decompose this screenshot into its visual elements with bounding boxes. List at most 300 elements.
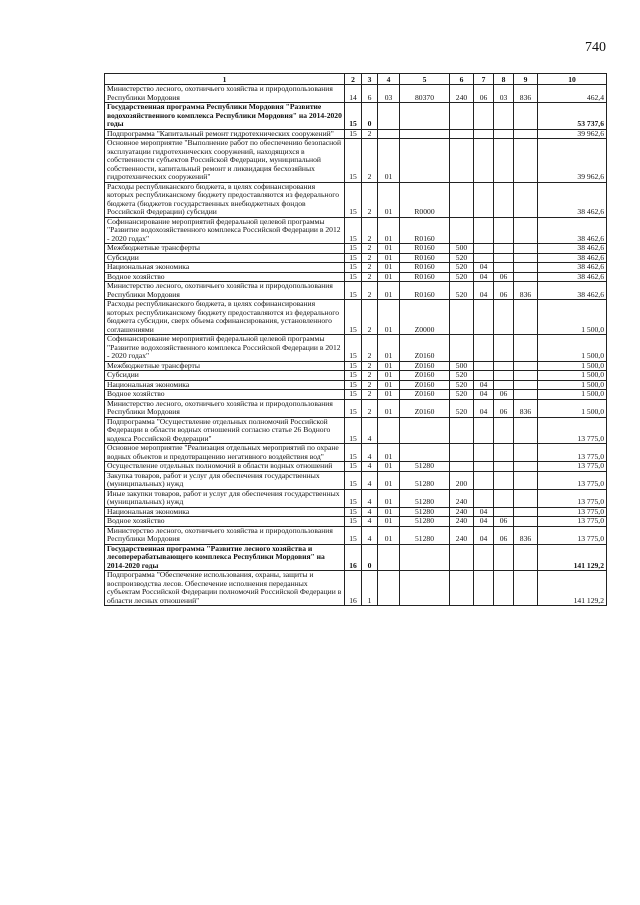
row-expense-type: 520 [450,380,474,390]
row-expense-type [450,544,474,571]
row-subprogram-code: 2 [362,399,378,417]
row-activity-code: 01 [378,244,400,254]
row-subprogram-code: 2 [362,371,378,381]
row-subprogram-code: 2 [362,272,378,282]
row-subprogram-code: 2 [362,139,378,183]
row-expense-type [450,139,474,183]
row-amount: 1 500,0 [538,399,607,417]
row-amount: 141 129,2 [538,571,607,606]
row-section [474,544,494,571]
row-ministry-code [514,444,538,462]
row-direction-code: R0000 [400,182,450,217]
row-direction-code: 51280 [400,471,450,489]
row-amount: 141 129,2 [538,544,607,571]
row-expense-type: 240 [450,526,474,544]
table-row [105,526,607,544]
row-subsection [494,361,514,371]
row-subsection [494,217,514,244]
table-row [105,471,607,489]
table-row [105,462,607,472]
row-program-code: 15 [345,253,362,263]
row-section: 04 [474,526,494,544]
table-row [105,371,607,381]
row-name: Водное хозяйство [105,390,345,400]
row-subsection [494,462,514,472]
row-subsection [494,335,514,362]
col-header-10: 10 [538,74,607,85]
row-amount: 38 462,6 [538,253,607,263]
row-section: 04 [474,399,494,417]
row-program-code: 15 [345,300,362,335]
row-activity-code: 01 [378,371,400,381]
table-row [105,253,607,263]
row-name: Национальная экономика [105,263,345,273]
row-section: 06 [474,85,494,103]
row-program-code: 15 [345,462,362,472]
row-subprogram-code: 4 [362,507,378,517]
row-ministry-code: 836 [514,526,538,544]
row-activity-code: 01 [378,507,400,517]
row-activity-code: 01 [378,489,400,507]
table-row [105,517,607,527]
row-amount: 462,4 [538,85,607,103]
row-subprogram-code: 2 [362,182,378,217]
row-section [474,253,494,263]
row-amount: 38 462,6 [538,272,607,282]
row-program-code: 15 [345,139,362,183]
col-header-6: 6 [450,74,474,85]
col-header-7: 7 [474,74,494,85]
table-row [105,103,607,130]
row-amount: 38 462,6 [538,182,607,217]
row-subprogram-code: 0 [362,544,378,571]
row-activity-code [378,103,400,130]
row-amount: 13 775,0 [538,471,607,489]
row-expense-type: 240 [450,507,474,517]
row-name: Государственная программа Республики Мордовия "Развитие водохозяйственного комплекса Республики Мордовия" на 2014-2020 годы [105,103,345,130]
row-direction-code: Z0160 [400,361,450,371]
table-row [105,361,607,371]
row-direction-code: R0160 [400,272,450,282]
row-program-code: 16 [345,571,362,606]
row-subsection: 06 [494,272,514,282]
page-number: 740 [585,40,606,55]
row-expense-type [450,462,474,472]
row-direction-code: 51280 [400,507,450,517]
row-name: Закупка товаров, работ и услуг для обеспечения государственных (муниципальных) нужд [105,471,345,489]
row-amount: 39 962,6 [538,139,607,183]
row-activity-code [378,417,400,444]
row-amount: 1 500,0 [538,335,607,362]
row-direction-code: Z0160 [400,390,450,400]
row-name: Расходы республиканского бюджета, в целях софинансирования которых республиканскому бюджету предоставляются из федерального бюджета (бюджетов государственных внебюджетных фондов Российской Федерации) субсидии [105,182,345,217]
row-program-code: 15 [345,517,362,527]
row-ministry-code: 836 [514,399,538,417]
row-direction-code: 51280 [400,526,450,544]
row-direction-code: R0160 [400,263,450,273]
row-subprogram-code: 4 [362,471,378,489]
row-activity-code: 01 [378,380,400,390]
table-row [105,417,607,444]
row-subprogram-code: 2 [362,390,378,400]
row-expense-type [450,335,474,362]
table-row [105,300,607,335]
row-program-code: 15 [345,526,362,544]
row-subsection [494,253,514,263]
row-direction-code: R0160 [400,253,450,263]
row-ministry-code [514,263,538,273]
row-name: Министерство лесного, охотничьего хозяйства и природопользования Республики Мордовия [105,526,345,544]
row-section [474,244,494,254]
row-expense-type: 240 [450,85,474,103]
row-ministry-code [514,244,538,254]
row-activity-code: 01 [378,526,400,544]
row-ministry-code [514,462,538,472]
row-amount: 1 500,0 [538,371,607,381]
row-activity-code: 01 [378,399,400,417]
row-expense-type: 500 [450,361,474,371]
row-program-code: 15 [345,507,362,517]
row-activity-code [378,571,400,606]
row-activity-code: 01 [378,462,400,472]
col-header-2: 2 [345,74,362,85]
row-name: Министерство лесного, охотничьего хозяйства и природопользования Республики Мордовия [105,282,345,300]
row-section [474,217,494,244]
row-program-code: 15 [345,489,362,507]
row-amount: 38 462,6 [538,244,607,254]
row-section [474,361,494,371]
row-subsection: 03 [494,85,514,103]
row-ministry-code [514,129,538,139]
row-expense-type: 520 [450,263,474,273]
row-subsection [494,544,514,571]
row-name: Софинансирование мероприятий федеральной целевой программы "Развитие водохозяйственного комплекса Российской Федерации в 2012 - 2020 годах" [105,335,345,362]
row-expense-type: 520 [450,399,474,417]
row-ministry-code [514,103,538,130]
table-row [105,380,607,390]
row-section [474,335,494,362]
row-expense-type [450,182,474,217]
row-amount: 13 775,0 [538,444,607,462]
row-amount: 13 775,0 [538,526,607,544]
row-expense-type: 520 [450,253,474,263]
row-expense-type: 520 [450,282,474,300]
row-name: Министерство лесного, охотничьего хозяйства и природопользования Республики Мордовия [105,399,345,417]
row-section [474,471,494,489]
row-ministry-code [514,335,538,362]
row-ministry-code [514,182,538,217]
row-ministry-code [514,544,538,571]
row-subsection [494,489,514,507]
row-program-code: 15 [345,103,362,130]
col-header-8: 8 [494,74,514,85]
row-ministry-code [514,253,538,263]
row-subsection: 06 [494,390,514,400]
row-direction-code [400,129,450,139]
row-direction-code: Z0160 [400,399,450,417]
table-row [105,85,607,103]
row-program-code: 15 [345,390,362,400]
table-row [105,507,607,517]
row-section: 04 [474,380,494,390]
row-amount: 39 962,6 [538,129,607,139]
row-section [474,489,494,507]
row-amount: 13 775,0 [538,417,607,444]
row-direction-code: R0160 [400,282,450,300]
row-subsection [494,103,514,130]
row-expense-type: 500 [450,244,474,254]
col-header-3: 3 [362,74,378,85]
row-subsection [494,444,514,462]
row-name: Подпрограмма "Обеспечение использования, охраны, защиты и воспроизводства лесов. Обеспечение исполнения переданных субъектам Российской Федерации полномочий Российской Федерации в области лесных отношений" [105,571,345,606]
row-direction-code: Z0160 [400,335,450,362]
row-direction-code: R0160 [400,244,450,254]
row-program-code: 15 [345,444,362,462]
row-expense-type: 240 [450,489,474,507]
row-name: Софинансирование мероприятий федеральной целевой программы "Развитие водохозяйственного комплекса Российской Федерации в 2012 - 2020 годах" [105,217,345,244]
row-program-code: 15 [345,399,362,417]
row-activity-code: 01 [378,263,400,273]
row-program-code: 15 [345,371,362,381]
row-activity-code: 01 [378,282,400,300]
row-ministry-code [514,300,538,335]
row-name: Подпрограмма "Осуществление отдельных полномочий Российской Федерации в области водных отношений согласно статье 26 Водного кодекса Российской Федерации" [105,417,345,444]
row-subsection: 06 [494,282,514,300]
row-direction-code: Z0000 [400,300,450,335]
table-row [105,263,607,273]
row-direction-code: Z0160 [400,380,450,390]
row-subprogram-code: 2 [362,244,378,254]
row-subprogram-code: 2 [362,282,378,300]
row-ministry-code [514,471,538,489]
row-subprogram-code: 2 [362,129,378,139]
row-section [474,103,494,130]
row-activity-code: 01 [378,217,400,244]
row-ministry-code [514,139,538,183]
row-section: 04 [474,507,494,517]
row-ministry-code [514,390,538,400]
row-expense-type [450,217,474,244]
row-program-code: 15 [345,272,362,282]
row-subsection: 06 [494,526,514,544]
row-amount: 13 775,0 [538,489,607,507]
row-ministry-code: 836 [514,282,538,300]
row-subprogram-code: 2 [362,380,378,390]
row-activity-code: 01 [378,390,400,400]
row-name: Субсидии [105,253,345,263]
row-subprogram-code: 4 [362,462,378,472]
row-name: Министерство лесного, охотничьего хозяйства и природопользования Республики Мордовия [105,85,345,103]
row-subprogram-code: 4 [362,417,378,444]
row-subsection: 06 [494,399,514,417]
row-direction-code [400,139,450,183]
row-direction-code: 80370 [400,85,450,103]
row-program-code: 15 [345,471,362,489]
row-activity-code: 01 [378,361,400,371]
row-ministry-code [514,217,538,244]
row-subsection [494,129,514,139]
row-amount: 13 775,0 [538,507,607,517]
table-row [105,129,607,139]
row-section [474,182,494,217]
row-direction-code: R0160 [400,217,450,244]
row-subsection [494,371,514,381]
table-row [105,282,607,300]
row-section [474,462,494,472]
row-amount: 1 500,0 [538,380,607,390]
row-section: 04 [474,272,494,282]
row-program-code: 15 [345,417,362,444]
row-program-code: 15 [345,263,362,273]
row-expense-type [450,417,474,444]
row-ministry-code [514,507,538,517]
row-activity-code: 01 [378,471,400,489]
row-program-code: 15 [345,282,362,300]
row-program-code: 15 [345,217,362,244]
table-row [105,272,607,282]
row-expense-type [450,300,474,335]
row-amount: 13 775,0 [538,462,607,472]
row-activity-code: 01 [378,272,400,282]
row-name: Субсидии [105,371,345,381]
row-program-code: 15 [345,244,362,254]
row-ministry-code: 836 [514,85,538,103]
row-activity-code [378,129,400,139]
row-amount: 13 775,0 [538,517,607,527]
row-activity-code: 01 [378,444,400,462]
col-header-4: 4 [378,74,400,85]
row-subprogram-code: 2 [362,300,378,335]
table-row [105,182,607,217]
row-direction-code [400,444,450,462]
table-row [105,399,607,417]
row-name: Государственная программа "Развитие лесного хозяйства и лесоперерабатывающего комплекса Республики Мордовия" на 2014-2020 годы [105,544,345,571]
row-expense-type: 520 [450,390,474,400]
row-direction-code: 51280 [400,517,450,527]
row-subprogram-code: 4 [362,444,378,462]
row-name: Национальная экономика [105,507,345,517]
row-amount: 1 500,0 [538,361,607,371]
row-name: Межбюджетные трансферты [105,361,345,371]
row-section [474,571,494,606]
row-expense-type [450,444,474,462]
row-subprogram-code: 2 [362,263,378,273]
table-row [105,335,607,362]
row-subprogram-code: 2 [362,335,378,362]
table-row [105,217,607,244]
row-subprogram-code: 0 [362,103,378,130]
row-expense-type [450,571,474,606]
row-activity-code: 03 [378,85,400,103]
row-subsection [494,244,514,254]
row-expense-type: 520 [450,371,474,381]
row-program-code: 15 [345,361,362,371]
row-ministry-code [514,380,538,390]
row-subprogram-code: 4 [362,526,378,544]
row-program-code: 15 [345,335,362,362]
row-activity-code: 01 [378,335,400,362]
row-name: Осуществление отдельных полномочий в области водных отношений [105,462,345,472]
row-amount: 53 737,6 [538,103,607,130]
row-ministry-code [514,517,538,527]
row-section [474,417,494,444]
table-row [105,244,607,254]
row-amount: 38 462,6 [538,263,607,273]
row-subsection [494,300,514,335]
row-direction-code [400,417,450,444]
row-subsection [494,417,514,444]
table-row [105,444,607,462]
col-header-1: 1 [105,74,345,85]
row-program-code: 15 [345,129,362,139]
row-name: Водное хозяйство [105,272,345,282]
row-subprogram-code: 2 [362,217,378,244]
row-subprogram-code: 6 [362,85,378,103]
row-subsection [494,471,514,489]
row-ministry-code [514,371,538,381]
row-amount: 38 462,6 [538,282,607,300]
row-expense-type: 240 [450,517,474,527]
row-subsection [494,571,514,606]
row-ministry-code [514,272,538,282]
row-section [474,129,494,139]
header-row [105,74,607,85]
row-activity-code: 01 [378,182,400,217]
row-activity-code: 01 [378,517,400,527]
row-activity-code: 01 [378,253,400,263]
row-direction-code: 51280 [400,489,450,507]
row-amount: 1 500,0 [538,390,607,400]
row-activity-code: 01 [378,300,400,335]
row-ministry-code [514,571,538,606]
row-subsection: 06 [494,517,514,527]
col-header-9: 9 [514,74,538,85]
row-section [474,139,494,183]
row-direction-code [400,571,450,606]
row-section: 04 [474,263,494,273]
row-section [474,371,494,381]
row-direction-code [400,544,450,571]
row-ministry-code [514,489,538,507]
row-expense-type [450,103,474,130]
table-row [105,139,607,183]
row-name: Расходы республиканского бюджета, в целях софинансирования которых республиканскому бюджету предоставляются из федерального бюджета субсидии, сверх объема софинансирования, установленного соглашениями [105,300,345,335]
row-program-code: 15 [345,182,362,217]
row-name: Межбюджетные трансферты [105,244,345,254]
row-ministry-code [514,361,538,371]
row-expense-type: 200 [450,471,474,489]
row-subprogram-code: 4 [362,489,378,507]
row-amount: 38 462,6 [538,217,607,244]
row-section [474,300,494,335]
row-activity-code: 01 [378,139,400,183]
row-program-code: 15 [345,380,362,390]
row-subprogram-code: 2 [362,361,378,371]
row-expense-type: 520 [450,272,474,282]
table-row [105,571,607,606]
row-subprogram-code: 2 [362,253,378,263]
row-section: 04 [474,390,494,400]
row-section: 04 [474,517,494,527]
row-subsection [494,380,514,390]
row-name: Иные закупки товаров, работ и услуг для обеспечения государственных (муниципальных) нужд [105,489,345,507]
row-section: 04 [474,282,494,300]
row-subsection [494,139,514,183]
row-expense-type [450,129,474,139]
row-direction-code [400,103,450,130]
row-section [474,444,494,462]
row-name: Основное мероприятие "Выполнение работ по обеспечению безопасной эксплуатации гидротехнических сооружений, находящихся в собственности субъектов Российской Федерации, муниципальной собственности, капитальный ремонт и ликвидация бесхозяйных гидротехнических сооружений" [105,139,345,183]
